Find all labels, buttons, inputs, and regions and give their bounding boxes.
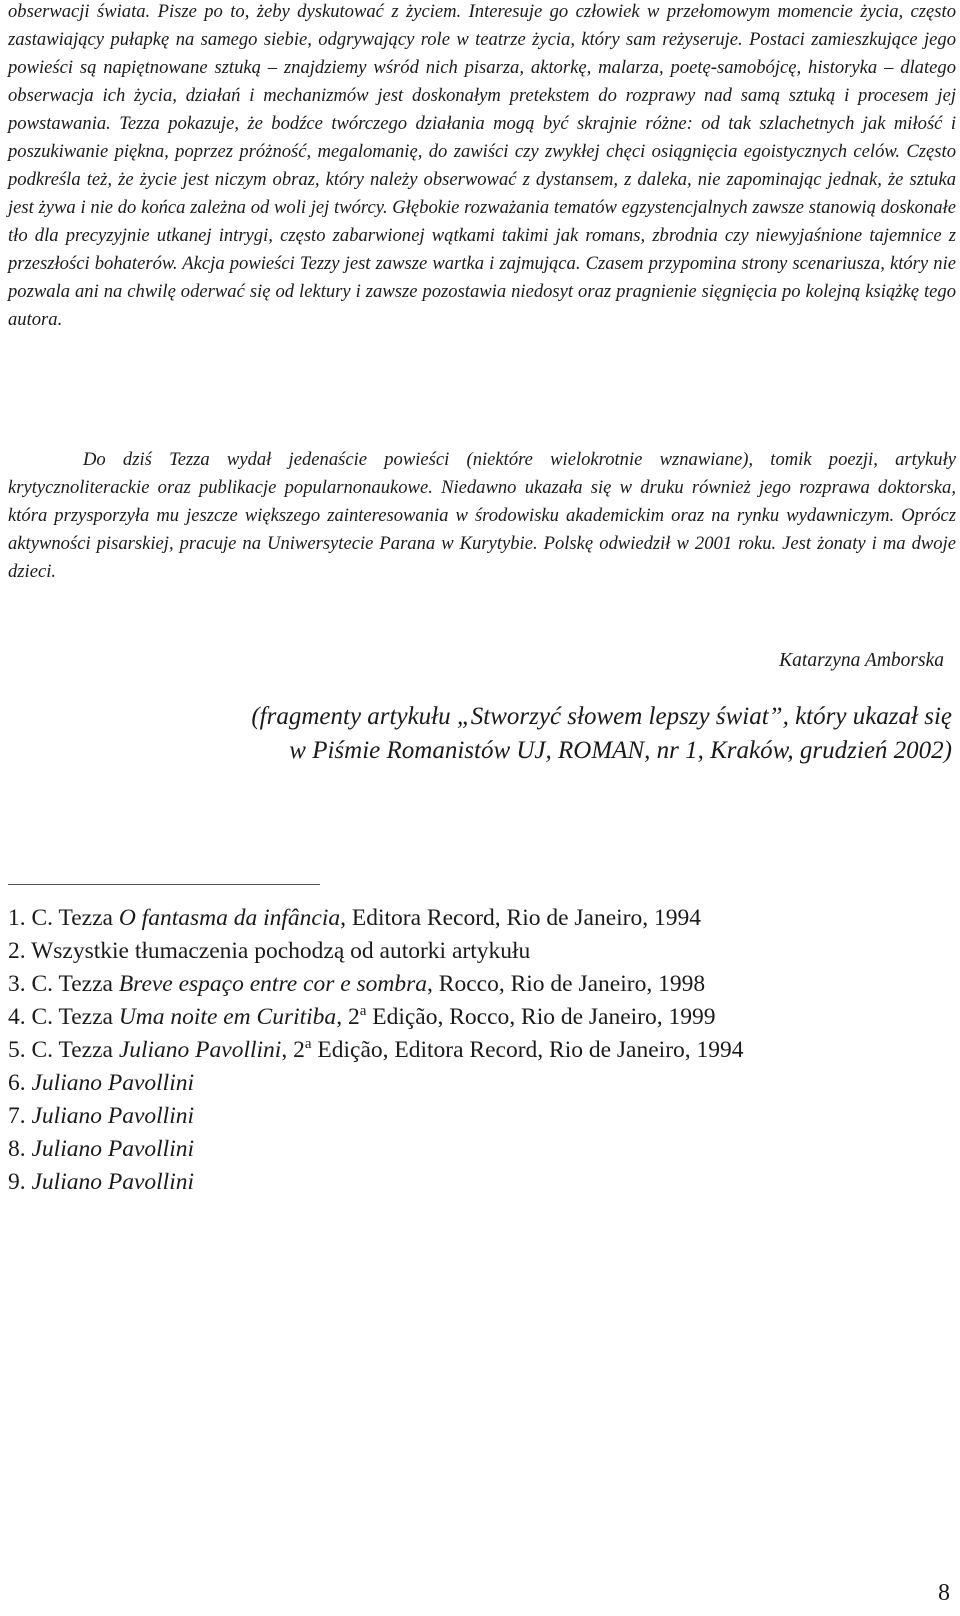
footnote-title: Juliano Pavollini [31, 1070, 195, 1096]
footnote-5 [8, 1034, 744, 1067]
footnote-separator [8, 884, 320, 885]
footnote-3 [8, 968, 744, 1001]
footnote-7 [8, 1100, 744, 1133]
footnote-number: 3. C. Tezza [8, 971, 119, 997]
footnote-number: 9. [8, 1169, 32, 1195]
footnote-number: 4. C. Tezza [8, 1004, 119, 1030]
author-signature: Katarzyna Amborska [779, 650, 944, 671]
body-paragraph-2: Do dziś Tezza wydał jedenaście powieści (niektóre wielokrotnie wznawiane), tomik poezji, artykuły krytycznoliterackie oraz publikacje popularnonaukowe. Niedawno ukazała się w druku również jego rozprawa doktorska, która przysporzyła mu jeszcze większego zainteresowania w środowisku akademickim oraz na rynku wydawniczym. Oprócz aktywności pisarskiej, pracuje na Uniwersytecie Parana w Kurytybie. Polskę odwiedził w 2001 roku. Jest żonaty i ma dwoje dzieci. [8, 449, 956, 582]
footnote-number: 6. [8, 1070, 32, 1096]
footnote-2 [8, 935, 744, 968]
source-citation [92, 700, 952, 768]
footnote-superscript: a [359, 1003, 367, 1019]
page-number: 8 [938, 1580, 950, 1606]
footnote-9 [8, 1166, 744, 1199]
footnote-6 [8, 1067, 744, 1100]
source-citation-line-1: (fragmenty artykułu „Stworzyć słowem lepszy świat”, który ukazał się [251, 703, 952, 730]
footnote-1 [8, 902, 744, 935]
body-paragraph-1: obserwacji świata. Pisze po to, żeby dyskutować z życiem. Interesuje go człowiek w przełomowym momencie życia, często zastawiający pułapkę na samego siebie, odgrywający role w teatrze życia, który sam reżyseruje. Postaci zamieszkujące jego powieści są napiętnowane sztuką – znajdziemy wśród nich pisarza, aktorkę, malarza, poetę-samobójcę, historyka – dlatego obserwacja ich życia, działań i mechanizmów jest doskonałym pretekstem do rozprawy nad samą sztuką i procesem jej powstawania. Tezza pokazuje, że bodźce twórczego działania mogą być skrajnie różne: od tak szlachetnych jak miłość i poszukiwanie piękna, poprzez próżność, megalomanię, do zawiści czy zwykłej chęci osiągnięcia egoistycznych celów. Często podkreśla też, że życie jest niczym obraz, który należy obserwować z dystansem, z daleka, nie zapominając jednak, że sztuka jest żywa i nie do końca zależna od woli jej twórcy. Głębokie rozważania tematów egzystencjalnych zawsze stanowią doskonałe tło dla precyzyjnie utkanej intrygi, często zabarwionej wątkami takimi jak romans, zbrodnia czy niewyjaśnione tajemnice z przeszłości bohaterów. Akcja powieści Tezzy jest zawsze wartka i zajmująca. Czasem przypomina strony scenariusza, który nie pozwala ani na chwilę oderwać się od lektury i zawsze pozostawia niedosyt oraz pragnienie sięgnięcia po kolejną książkę tego autora. [8, 1, 956, 330]
footnote-title: Juliano Pavollini [31, 1169, 195, 1195]
footnote-title: Juliano Pavollini [118, 1037, 282, 1063]
footnote-edition: , 2 [281, 1037, 305, 1063]
footnote-title: Uma noite em Curitiba [118, 1004, 337, 1030]
footnote-8 [8, 1133, 744, 1166]
footnote-details: Edição, Editora Record, Rio de Janeiro, 1994 [311, 1037, 744, 1063]
footnote-text: 2. Wszystkie tłumaczenia pochodzą od autorki artykułu [8, 938, 531, 964]
footnote-details: Edição, Rocco, Rio de Janeiro, 1999 [366, 1004, 716, 1030]
footnote-number: 1. C. Tezza [8, 905, 119, 931]
footnote-title: Juliano Pavollini [31, 1103, 195, 1129]
footnote-superscript: a [304, 1036, 312, 1052]
footnote-4 [8, 1001, 744, 1034]
footnote-details: , Rocco, Rio de Janeiro, 1998 [427, 971, 706, 997]
footnote-number: 8. [8, 1136, 32, 1162]
source-citation-line-2: w Piśmie Romanistów UJ, ROMAN, nr 1, Kraków, grudzień 2002) [289, 737, 952, 764]
footnotes-list [8, 902, 744, 1199]
footnote-edition: , 2 [336, 1004, 360, 1030]
footnote-number: 5. C. Tezza [8, 1037, 119, 1063]
footnote-title: O fantasma da infância [118, 905, 341, 931]
footnote-title: Breve espaço entre cor e sombra [118, 971, 428, 997]
footnote-title: Juliano Pavollini [31, 1136, 195, 1162]
footnote-details: , Editora Record, Rio de Janeiro, 1994 [340, 905, 702, 931]
footnote-number: 7. [8, 1103, 32, 1129]
